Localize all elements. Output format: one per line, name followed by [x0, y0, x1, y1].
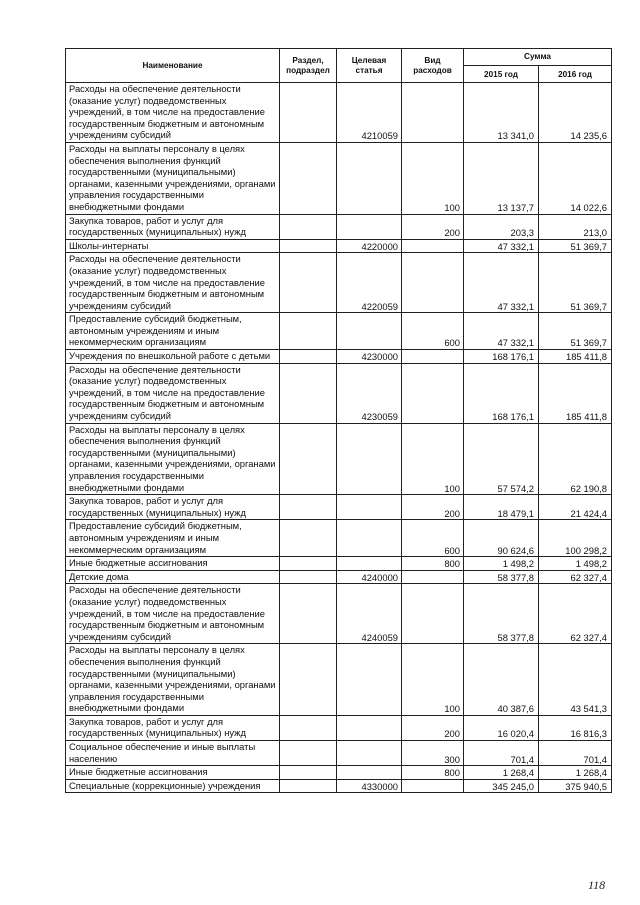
row-2016: 375 940,5 [539, 779, 612, 793]
row-kind: 300 [402, 741, 464, 766]
row-name: Расходы на обеспечение деятельности (оказание услуг) подведомственных учреждений, в том числе на предоставление государственным бюджетным и автономным учреждениям субсидий [66, 584, 280, 644]
row-2016: 14 022,6 [539, 142, 612, 214]
row-kind [402, 363, 464, 423]
row-name: Специальные (коррекционные) учреждения [66, 779, 280, 793]
row-2016: 62 327,4 [539, 570, 612, 584]
col-header-target [337, 49, 402, 83]
col-header-section [280, 49, 337, 83]
row-section [280, 570, 337, 584]
row-2016: 185 411,8 [539, 350, 612, 364]
table-row [66, 214, 612, 239]
table-row [66, 423, 612, 495]
row-2015: 1 268,4 [464, 766, 539, 780]
row-target: 4240000 [337, 570, 402, 584]
row-section [280, 423, 337, 495]
row-2016: 51 369,7 [539, 313, 612, 350]
row-section [280, 253, 337, 313]
row-name: Расходы на выплаты персоналу в целях обеспечения выполнения функций государственными (муниципальными) органами, казенными учреждениями, органами управления государственными внебюджетными фондами [66, 644, 280, 716]
row-2016: 51 369,7 [539, 239, 612, 253]
row-2016: 21 424,4 [539, 495, 612, 520]
page-number: 118 [588, 878, 606, 892]
row-2016: 701,4 [539, 741, 612, 766]
row-kind: 600 [402, 520, 464, 557]
row-kind: 800 [402, 766, 464, 780]
row-section [280, 239, 337, 253]
row-section [280, 644, 337, 716]
col-header-kind [402, 49, 464, 83]
table-row [66, 350, 612, 364]
row-name: Иные бюджетные ассигнования [66, 557, 280, 571]
table-row [66, 520, 612, 557]
table-row [66, 239, 612, 253]
row-name: Закупка товаров, работ и услуг для государственных (муниципальных) нужд [66, 715, 280, 740]
row-section [280, 83, 337, 143]
row-name: Школы-интернаты [66, 239, 280, 253]
row-name: Предоставление субсидий бюджетным, автономным учреждениям и иным некоммерческим организациям [66, 313, 280, 350]
budget-table [65, 48, 612, 793]
row-target [337, 313, 402, 350]
row-section [280, 142, 337, 214]
table-row [66, 741, 612, 766]
row-target [337, 557, 402, 571]
row-name: Учреждения по внешкольной работе с детьми [66, 350, 280, 364]
row-kind: 600 [402, 313, 464, 350]
table-row [66, 570, 612, 584]
row-target: 4210059 [337, 83, 402, 143]
row-2015: 13 341,0 [464, 83, 539, 143]
row-2016: 100 298,2 [539, 520, 612, 557]
table-row [66, 779, 612, 793]
row-2015: 1 498,2 [464, 557, 539, 571]
row-target [337, 495, 402, 520]
row-2015: 16 020,4 [464, 715, 539, 740]
row-2016: 62 190,8 [539, 423, 612, 495]
row-kind: 100 [402, 644, 464, 716]
row-2015: 90 624,6 [464, 520, 539, 557]
row-2015: 58 377,8 [464, 570, 539, 584]
row-target: 4220000 [337, 239, 402, 253]
row-2016: 14 235,6 [539, 83, 612, 143]
table-row [66, 644, 612, 716]
row-kind: 200 [402, 495, 464, 520]
table-row [66, 313, 612, 350]
row-2016: 51 369,7 [539, 253, 612, 313]
col-header-target-text: Целевая статья [351, 55, 387, 75]
budget-table-page [65, 48, 611, 793]
row-kind [402, 584, 464, 644]
row-section [280, 766, 337, 780]
row-name: Расходы на обеспечение деятельности (оказание услуг) подведомственных учреждений, в том числе на предоставление государственным бюджетным и автономным учреждениям субсидий [66, 83, 280, 143]
table-row [66, 363, 612, 423]
row-target [337, 766, 402, 780]
row-kind: 100 [402, 142, 464, 214]
table-row [66, 253, 612, 313]
row-2016: 213,0 [539, 214, 612, 239]
row-name: Предоставление субсидий бюджетным, автономным учреждениям и иным некоммерческим организациям [66, 520, 280, 557]
row-kind: 100 [402, 423, 464, 495]
row-section [280, 557, 337, 571]
row-target [337, 142, 402, 214]
row-section [280, 214, 337, 239]
table-row [66, 584, 612, 644]
row-target [337, 741, 402, 766]
row-section [280, 495, 337, 520]
row-target: 4330000 [337, 779, 402, 793]
row-name: Закупка товаров, работ и услуг для государственных (муниципальных) нужд [66, 495, 280, 520]
row-2015: 47 332,1 [464, 239, 539, 253]
row-kind: 200 [402, 715, 464, 740]
row-name: Расходы на выплаты персоналу в целях обеспечения выполнения функций государственными (муниципальными) органами, казенными учреждениями, органами управления государственными внебюджетными фондами [66, 423, 280, 495]
table-row [66, 83, 612, 143]
table-row [66, 495, 612, 520]
col-header-kind-text: Вид расходов [413, 55, 452, 75]
row-name: Детские дома [66, 570, 280, 584]
row-section [280, 741, 337, 766]
table-row [66, 715, 612, 740]
row-2015: 18 479,1 [464, 495, 539, 520]
row-2015: 345 245,0 [464, 779, 539, 793]
row-2015: 701,4 [464, 741, 539, 766]
row-2016: 62 327,4 [539, 584, 612, 644]
row-2015: 168 176,1 [464, 350, 539, 364]
row-2016: 185 411,8 [539, 363, 612, 423]
row-kind [402, 570, 464, 584]
row-kind [402, 350, 464, 364]
col-header-section-text: Раздел, подраздел [286, 55, 330, 75]
row-target [337, 214, 402, 239]
row-name: Иные бюджетные ассигнования [66, 766, 280, 780]
row-section [280, 313, 337, 350]
table-row [66, 557, 612, 571]
table-row [66, 142, 612, 214]
row-target: 4230000 [337, 350, 402, 364]
row-kind [402, 253, 464, 313]
row-2016: 16 816,3 [539, 715, 612, 740]
row-section [280, 715, 337, 740]
row-2016: 1 268,4 [539, 766, 612, 780]
row-kind [402, 779, 464, 793]
row-name: Расходы на обеспечение деятельности (оказание услуг) подведомственных учреждений, в том числе на предоставление государственным бюджетным и автономным учреждениям субсидий [66, 253, 280, 313]
row-2015: 47 332,1 [464, 253, 539, 313]
row-section [280, 584, 337, 644]
col-header-2015: 2015 год [464, 66, 539, 83]
row-target: 4230059 [337, 363, 402, 423]
col-header-2016: 2016 год [539, 66, 612, 83]
table-body [66, 83, 612, 793]
row-name: Закупка товаров, работ и услуг для государственных (муниципальных) нужд [66, 214, 280, 239]
row-2016: 1 498,2 [539, 557, 612, 571]
row-name: Расходы на обеспечение деятельности (оказание услуг) подведомственных учреждений, в том числе на предоставление государственным бюджетным и автономным учреждениям субсидий [66, 363, 280, 423]
row-name: Расходы на выплаты персоналу в целях обеспечения выполнения функций государственными (муниципальными) органами, казенными учреждениями, органами управления государственными внебюджетными фондами [66, 142, 280, 214]
table-row [66, 766, 612, 780]
row-2015: 13 137,7 [464, 142, 539, 214]
row-2016: 43 541,3 [539, 644, 612, 716]
row-target: 4240059 [337, 584, 402, 644]
row-section [280, 350, 337, 364]
col-header-name: Наименование [66, 49, 280, 83]
row-target: 4220059 [337, 253, 402, 313]
row-2015: 58 377,8 [464, 584, 539, 644]
row-kind: 800 [402, 557, 464, 571]
row-2015: 168 176,1 [464, 363, 539, 423]
row-section [280, 363, 337, 423]
row-2015: 57 574,2 [464, 423, 539, 495]
row-kind: 200 [402, 214, 464, 239]
row-target [337, 520, 402, 557]
row-name: Социальное обеспечение и иные выплаты населению [66, 741, 280, 766]
row-kind [402, 239, 464, 253]
row-section [280, 779, 337, 793]
row-target [337, 423, 402, 495]
row-2015: 40 387,6 [464, 644, 539, 716]
row-2015: 203,3 [464, 214, 539, 239]
row-kind [402, 83, 464, 143]
row-section [280, 520, 337, 557]
col-header-sum: Сумма [464, 49, 612, 66]
row-target [337, 715, 402, 740]
row-target [337, 644, 402, 716]
row-2015: 47 332,1 [464, 313, 539, 350]
